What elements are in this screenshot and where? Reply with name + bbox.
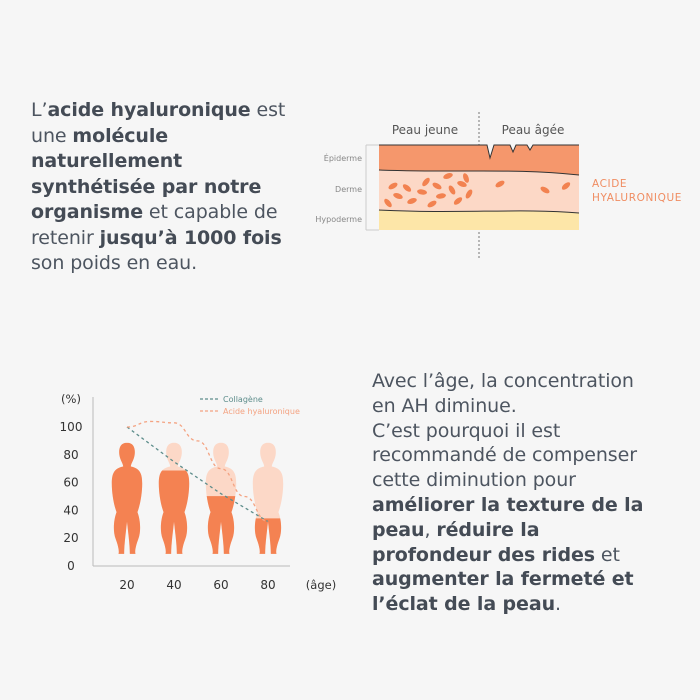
body-line	[372, 419, 672, 444]
annotation-line-1: ACIDE	[592, 178, 628, 190]
body-line	[372, 468, 672, 493]
intro-text-5: jusqu’à 1000 fois	[99, 226, 282, 249]
body-line	[372, 567, 672, 592]
body-text-6-0: peau	[372, 518, 425, 541]
annotation-line-2: HYALURONIQUE	[592, 192, 682, 204]
intro-text-1: acide hyaluronique	[47, 99, 251, 121]
body-line	[372, 493, 672, 518]
age-paragraph	[372, 369, 672, 617]
body-line	[372, 369, 672, 394]
body-text-3-0: recommandé de compenser	[372, 444, 637, 467]
body-text-5-0: améliorer la texture de la	[372, 493, 644, 516]
y-tick-label: 80	[63, 447, 79, 462]
body-text-8-0: augmenter la fermeté et	[372, 568, 634, 591]
label-aged: Peau âgée	[501, 123, 565, 137]
body-line	[372, 518, 672, 543]
y-axis-label: (%)	[61, 392, 81, 406]
intro-text-2: est une	[31, 99, 286, 147]
body-text-6-2: réduire la	[436, 518, 540, 541]
intro-text-6: son poids en eau.	[31, 252, 198, 274]
x-tick-label: 40	[166, 578, 182, 592]
figure-fill	[112, 443, 142, 554]
legend-label: Collagène	[223, 395, 263, 404]
y-tick-label: 100	[59, 420, 83, 434]
body-text-1-0: en AH diminue.	[372, 394, 517, 417]
body-text-0-0: Avec l’âge, la concentration	[372, 370, 634, 392]
person-figure	[112, 443, 142, 554]
intro-text-3: molécule naturellement synthétisée par notre organisme	[31, 124, 262, 223]
label-young: Peau jeune	[391, 123, 459, 137]
person-figure	[206, 443, 236, 554]
layer-hypodermis: Hypoderme	[315, 215, 362, 224]
x-tick-label: 60	[213, 578, 229, 592]
body-text-7-1: et	[594, 543, 620, 566]
hyaluronic-line	[127, 421, 268, 521]
person-figure	[159, 443, 189, 554]
person-figure	[253, 443, 283, 554]
x-tick-label: 80	[260, 578, 276, 592]
y-tick-label: 60	[63, 475, 79, 490]
body-text-9-1: .	[555, 593, 561, 616]
body-text-2-0: C’est pourquoi il est	[372, 419, 561, 442]
legend-label: Acide hyaluronique	[223, 407, 300, 416]
body-text-9-0: l’éclat de la peau	[372, 593, 555, 616]
body-text-6-1: ,	[424, 518, 437, 541]
body-line	[372, 394, 672, 419]
y-tick-label: 20	[63, 531, 79, 546]
y-tick-label: 0	[67, 559, 75, 573]
layer-dermis: Derme	[335, 185, 362, 194]
y-tick-label: 40	[63, 503, 79, 518]
x-tick-label: 20	[119, 578, 135, 592]
intro-text-4: et capable de retenir	[31, 201, 278, 249]
intro-text-0: L’	[31, 99, 48, 121]
body-text-7-0: profondeur des rides	[372, 543, 595, 566]
body-line	[372, 443, 672, 468]
x-axis-label: (âge)	[305, 578, 337, 592]
layer-epidermis: Épiderme	[323, 154, 362, 163]
body-text-4-0: cette diminution pour	[372, 469, 576, 492]
body-line	[372, 543, 672, 568]
body-line	[372, 592, 672, 617]
